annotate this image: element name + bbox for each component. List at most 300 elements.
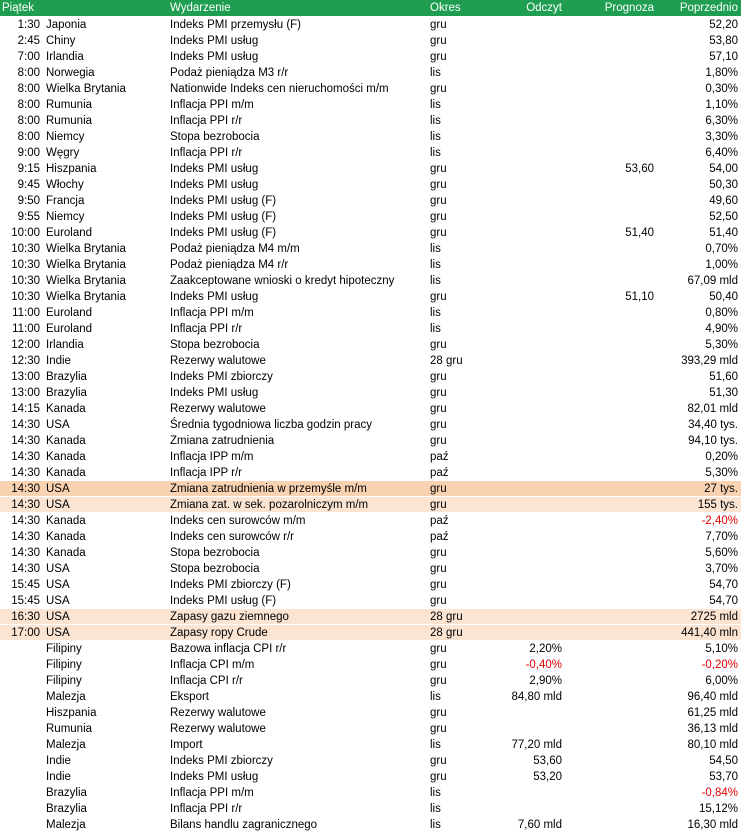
cell-event: Nationwide Indeks cen nieruchomości m/m [170,83,389,95]
table-row [0,177,741,193]
cell-previous: 52,20 [709,19,738,31]
table-row [0,17,741,33]
cell-country: USA [46,483,70,495]
cell-country: Wielka Brytania [46,83,126,95]
cell-time: 9:50 [17,195,40,207]
table-row [0,465,741,481]
cell-time: 8:00 [17,83,40,95]
table-row [0,737,741,753]
cell-event: Indeks PMI usług (F) [170,195,277,207]
cell-country: Rumunia [46,115,93,127]
cell-time: 9:55 [17,211,40,223]
cell-period: lis [430,787,441,799]
cell-event: Inflacja CPI m/m [170,659,255,671]
table-row [0,641,741,657]
cell-time: 10:00 [11,227,40,239]
cell-period: gru [430,643,447,655]
cell-previous: 0,20% [705,451,738,463]
cell-event: Indeks PMI zbiorczy (F) [170,579,291,591]
cell-country: Węgry [46,147,80,159]
cell-time: 11:00 [12,307,40,319]
table-row [0,33,741,49]
table-row [0,817,741,833]
cell-period: gru [430,499,447,511]
cell-event: Inflacja PPI m/m [170,787,254,799]
cell-previous: 51,30 [709,387,738,399]
cell-previous: 54,00 [709,163,738,175]
cell-time: 9:15 [17,163,40,175]
cell-event: Bazowa inflacja CPI r/r [170,643,287,655]
table-row [0,561,741,577]
table-row [0,513,741,529]
cell-time: 14:30 [11,531,40,543]
cell-previous: 6,00% [705,675,738,687]
cell-event: Inflacja PPI r/r [170,147,243,159]
table-row [0,305,741,321]
cell-event: Podaż pieniądza M4 r/r [170,259,289,271]
cell-country: Wielka Brytania [46,275,126,287]
cell-previous: 53,80 [709,35,738,47]
cell-time: 14:30 [11,467,40,479]
cell-previous: -0,20% [701,659,738,671]
cell-previous: 3,70% [705,563,738,575]
cell-time: 10:30 [11,259,40,271]
cell-previous: 5,60% [705,547,738,559]
table-row [0,385,741,401]
table-row [0,129,741,145]
cell-previous: 0,80% [705,307,738,319]
cell-time: 11:00 [12,323,40,335]
cell-event: Indeks PMI usług [170,35,259,47]
cell-period: gru [430,483,447,495]
cell-country: USA [46,563,70,575]
cell-country: Kanada [46,547,86,559]
cell-previous: 53,70 [709,771,738,783]
cell-time: 14:30 [11,451,40,463]
cell-period: lis [430,131,441,143]
cell-time: 8:00 [17,67,40,79]
cell-time: 8:00 [17,131,40,143]
cell-country: Kanada [46,531,86,543]
header-period: Okres [430,2,461,14]
table-row [0,65,741,81]
cell-country: Filipiny [46,675,82,687]
cell-country: USA [46,579,70,591]
table-row [0,625,741,641]
cell-period: lis [430,323,441,335]
cell-actual: 7,60 mld [517,819,562,831]
cell-previous: 51,40 [709,227,738,239]
table-row [0,321,741,337]
cell-country: Hiszpania [46,707,97,719]
cell-period: gru [430,595,447,607]
cell-time: 14:30 [11,419,40,431]
table-row [0,497,741,513]
cell-event: Inflacja CPI r/r [170,675,243,687]
cell-actual: 2,90% [529,675,562,687]
table-row [0,609,741,625]
cell-country: Filipiny [46,643,82,655]
cell-country: Euroland [46,323,93,335]
cell-period: lis [430,803,441,815]
cell-period: gru [430,163,447,175]
cell-event: Podaż pieniądza M4 m/m [170,243,300,255]
cell-period: lis [430,67,441,79]
cell-period: gru [430,547,447,559]
cell-country: Wielka Brytania [46,243,126,255]
cell-event: Średnia tygodniowa liczba godzin pracy [170,419,373,431]
cell-period: lis [430,307,441,319]
cell-previous: 96,40 mld [687,691,738,703]
cell-time: 9:00 [17,147,40,159]
table-row [0,753,741,769]
cell-event: Indeks PMI usług [170,163,259,175]
cell-previous: 5,10% [705,643,738,655]
cell-country: Indie [46,771,71,783]
table-row [0,657,741,673]
cell-event: Zapasy ropy Crude [170,627,268,639]
cell-time: 12:00 [11,339,40,351]
cell-period: gru [430,83,447,95]
cell-event: Stopa bezrobocia [170,563,260,575]
cell-period: gru [430,723,447,735]
cell-country: Chiny [46,35,76,47]
cell-country: Hiszpania [46,163,97,175]
cell-country: Norwegia [46,67,95,79]
cell-event: Indeks PMI usług (F) [170,595,277,607]
table-row [0,289,741,305]
cell-country: Filipiny [46,659,82,671]
cell-forecast: 51,10 [625,291,654,303]
cell-previous: 57,10 [709,51,738,63]
table-row [0,353,741,369]
cell-period: gru [430,755,447,767]
cell-period: gru [430,387,447,399]
cell-actual: 77,20 mld [511,739,562,751]
cell-previous: 36,13 mld [687,723,738,735]
table-row [0,577,741,593]
cell-period: 28 gru [430,627,463,639]
cell-event: Indeks PMI usług [170,179,259,191]
cell-event: Zmiana zatrudnienia w przemyśle m/m [170,483,367,495]
cell-period: gru [430,675,447,687]
cell-actual: 53,60 [533,755,562,767]
cell-previous: 3,30% [705,131,738,143]
cell-time: 13:00 [11,371,40,383]
table-row [0,529,741,545]
cell-country: USA [46,611,70,623]
cell-period: gru [430,19,447,31]
cell-time: 2:45 [17,35,40,47]
cell-time: 7:00 [17,51,40,63]
cell-country: Kanada [46,451,86,463]
header-forecast: Prognoza [604,2,654,14]
cell-previous: 50,30 [709,179,738,191]
cell-time: 9:45 [17,179,40,191]
cell-event: Zapasy gazu ziemnego [170,611,289,623]
cell-time: 14:30 [11,563,40,575]
cell-country: Brazylia [46,371,87,383]
header-event: Wydarzenie [170,2,231,14]
cell-previous: 82,01 mld [687,403,738,415]
cell-period: gru [430,563,447,575]
cell-event: Inflacja PPI r/r [170,803,243,815]
cell-country: Kanada [46,515,86,527]
cell-period: paź [430,467,449,479]
cell-time: 13:00 [11,387,40,399]
cell-country: Indie [46,355,71,367]
table-body [0,17,741,833]
cell-country: Brazylia [46,387,87,399]
cell-country: USA [46,627,70,639]
table-row [0,145,741,161]
cell-previous: 393,29 mld [681,355,738,367]
cell-previous: 54,70 [709,595,738,607]
cell-event: Zmiana zatrudnienia [170,435,275,447]
cell-event: Indeks PMI zbiorczy [170,371,273,383]
cell-period: lis [430,739,441,751]
cell-event: Podaż pieniądza M3 r/r [170,67,289,79]
table-row [0,161,741,177]
table-row [0,449,741,465]
cell-event: Indeks PMI zbiorczy [170,755,273,767]
cell-actual: 2,20% [529,643,562,655]
header-actual: Odczyt [526,2,562,14]
cell-event: Inflacja PPI m/m [170,99,254,111]
cell-period: gru [430,707,447,719]
cell-event: Stopa bezrobocia [170,131,260,143]
cell-period: lis [430,275,441,287]
cell-previous: 49,60 [709,195,738,207]
cell-event: Inflacja PPI r/r [170,323,243,335]
cell-actual: 53,20 [533,771,562,783]
cell-time: 8:00 [17,115,40,127]
cell-event: Zaakceptowane wnioski o kredyt hipoteczny [170,275,395,287]
table-row [0,257,741,273]
cell-period: gru [430,579,447,591]
cell-period: gru [430,771,447,783]
cell-period: gru [430,179,447,191]
cell-country: Kanada [46,467,86,479]
table-row [0,785,741,801]
cell-event: Indeks PMI usług [170,291,259,303]
cell-event: Rezerwy walutowe [170,723,266,735]
cell-previous: 34,40 tys. [688,419,738,431]
cell-previous: 155 tys. [697,499,738,511]
cell-time: 15:45 [11,595,40,607]
cell-country: Wielka Brytania [46,259,126,271]
cell-country: USA [46,499,70,511]
cell-country: Rumunia [46,99,93,111]
table-row [0,401,741,417]
cell-period: paź [430,451,449,463]
cell-forecast: 51,40 [625,227,654,239]
cell-period: gru [430,419,447,431]
table-row [0,337,741,353]
cell-country: Euroland [46,307,93,319]
cell-country: Irlandia [46,51,84,63]
cell-previous: 5,30% [705,339,738,351]
cell-country: Francja [46,195,85,207]
cell-period: gru [430,51,447,63]
cell-country: Malezja [46,739,86,751]
table-row [0,673,741,689]
cell-event: Inflacja IPP r/r [170,467,243,479]
table-header [0,0,741,17]
cell-event: Zmiana zat. w sek. pozarolniczym m/m [170,499,369,511]
header-previous: Poprzednio [679,2,738,14]
cell-period: 28 gru [430,355,463,367]
cell-country: Wielka Brytania [46,291,126,303]
cell-country: Irlandia [46,339,84,351]
cell-event: Rezerwy walutowe [170,707,266,719]
cell-previous: 54,70 [709,579,738,591]
cell-previous: 51,60 [709,371,738,383]
table-row [0,241,741,257]
cell-country: Brazylia [46,803,87,815]
cell-period: lis [430,691,441,703]
cell-time: 10:30 [11,291,40,303]
table-row [0,417,741,433]
table-row [0,49,741,65]
cell-time: 1:30 [17,19,40,31]
cell-previous: 5,30% [705,467,738,479]
cell-previous: 52,50 [709,211,738,223]
cell-previous: 441,40 mln [681,627,738,639]
cell-period: lis [430,819,441,831]
cell-country: Indie [46,755,71,767]
cell-event: Bilans handlu zagranicznego [170,819,318,831]
cell-previous: 94,10 tys. [688,435,738,447]
table-row [0,81,741,97]
cell-previous: 6,40% [705,147,738,159]
table-row [0,369,741,385]
cell-period: paź [430,515,449,527]
cell-period: gru [430,211,447,223]
table-row [0,689,741,705]
cell-event: Indeks PMI usług (F) [170,211,277,223]
cell-event: Rezerwy walutowe [170,355,266,367]
cell-time: 8:00 [17,99,40,111]
cell-period: lis [430,115,441,127]
cell-event: Eksport [170,691,209,703]
cell-previous: 61,25 mld [687,707,738,719]
cell-period: gru [430,291,447,303]
table-row [0,593,741,609]
cell-event: Indeks PMI usług [170,387,259,399]
cell-event: Import [170,739,203,751]
cell-country: Włochy [46,179,84,191]
cell-time: 17:00 [11,627,40,639]
cell-time: 14:30 [11,515,40,527]
cell-country: Japonia [46,19,87,31]
cell-previous: 80,10 mld [687,739,738,751]
table-row [0,721,741,737]
cell-country: Brazylia [46,787,87,799]
cell-event: Stopa bezrobocia [170,547,260,559]
table-row [0,481,741,497]
cell-previous: 1,00% [705,259,738,271]
header-day: Piątek [2,2,34,14]
cell-event: Inflacja PPI r/r [170,115,243,127]
cell-period: gru [430,339,447,351]
cell-time: 10:30 [11,243,40,255]
cell-time: 10:30 [11,275,40,287]
cell-time: 15:45 [11,579,40,591]
cell-actual: 84,80 mld [511,691,562,703]
cell-event: Indeks PMI usług [170,51,259,63]
cell-period: gru [430,35,447,47]
table-row [0,273,741,289]
cell-previous: 1,10% [705,99,738,111]
table-row [0,769,741,785]
cell-previous: 7,70% [705,531,738,543]
cell-country: USA [46,419,70,431]
cell-forecast: 53,60 [625,163,654,175]
cell-previous: 6,30% [705,115,738,127]
cell-country: Niemcy [46,211,85,223]
table-row [0,97,741,113]
cell-country: Niemcy [46,131,85,143]
cell-actual: -0,40% [525,659,562,671]
cell-time: 14:30 [11,499,40,511]
cell-period: gru [430,659,447,671]
cell-country: Malezja [46,691,86,703]
cell-previous: 15,12% [698,803,738,815]
cell-time: 14:15 [11,403,40,415]
cell-previous: -2,40% [701,515,738,527]
table-row [0,801,741,817]
cell-previous: 67,09 mld [687,275,738,287]
table-row [0,225,741,241]
table-row [0,113,741,129]
cell-period: gru [430,195,447,207]
cell-country: USA [46,595,70,607]
cell-previous: 0,70% [705,243,738,255]
cell-time: 16:30 [11,611,40,623]
cell-period: lis [430,259,441,271]
table-row [0,545,741,561]
cell-previous: -0,84% [701,787,738,799]
cell-event: Indeks cen surowców r/r [170,531,294,543]
cell-period: gru [430,435,447,447]
cell-period: paź [430,531,449,543]
cell-previous: 4,90% [705,323,738,335]
cell-country: Kanada [46,403,86,415]
cell-event: Rezerwy walutowe [170,403,266,415]
cell-event: Indeks PMI usług [170,771,259,783]
cell-period: lis [430,243,441,255]
table-row [0,209,741,225]
cell-period: lis [430,147,441,159]
cell-time: 12:30 [11,355,40,367]
cell-period: gru [430,371,447,383]
cell-previous: 50,40 [709,291,738,303]
table-row [0,193,741,209]
cell-country: Euroland [46,227,93,239]
cell-time: 14:30 [11,483,40,495]
cell-event: Inflacja IPP m/m [170,451,254,463]
cell-time: 14:30 [11,435,40,447]
cell-previous: 16,30 mld [687,819,738,831]
cell-period: 28 gru [430,611,463,623]
cell-previous: 27 tys. [704,483,738,495]
cell-previous: 54,50 [709,755,738,767]
cell-country: Kanada [46,435,86,447]
cell-previous: 2725 mld [690,611,738,623]
cell-period: gru [430,403,447,415]
cell-previous: 0,30% [705,83,738,95]
